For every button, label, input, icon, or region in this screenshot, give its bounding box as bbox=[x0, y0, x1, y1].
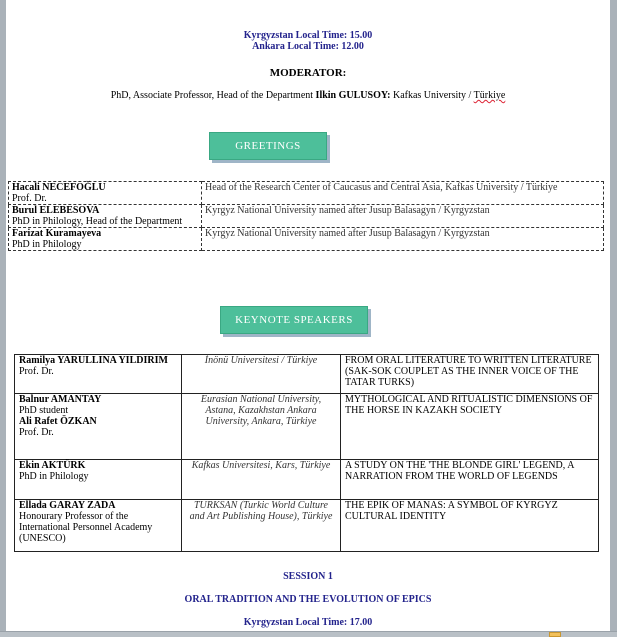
speaker-title: PhD in Philology, Head of the Department bbox=[12, 216, 183, 227]
speaker-name: Ramilya YARULLINA YILDIRIM bbox=[19, 355, 168, 366]
paper-title: FROM ORAL LITERATURE TO WRITTEN LITERATURE (SAK-SOK COUPLET AS THE INNER VOICE OF THE TATAR TURKS) bbox=[341, 355, 599, 394]
speaker-title: Prof. Dr. bbox=[19, 366, 54, 377]
document-page bbox=[6, 0, 610, 632]
speaker-name: Burul ELEBESOVA bbox=[12, 205, 100, 216]
speaker-title: PhD in Philology bbox=[12, 239, 82, 250]
speaker-institution: TURKSAN (Turkic World Culture and Art Publishing House), Türkiye bbox=[182, 500, 341, 552]
status-bar bbox=[0, 631, 617, 637]
table-row bbox=[9, 205, 604, 228]
speaker-name: Farizat Kuramayeva bbox=[12, 228, 102, 239]
speaker-institution: Eurasian National University, Astana, Kazakhstan Ankara University, Ankara, Türkiye bbox=[182, 394, 341, 460]
session-title: ORAL TRADITION AND THE EVOLUTION OF EPICS bbox=[184, 594, 432, 605]
table-row bbox=[9, 182, 604, 205]
table-row bbox=[15, 394, 599, 460]
paper-title: THE EPIK OF MANAS: A SYMBOL OF KYRGYZ CULTURAL IDENTITY bbox=[341, 500, 599, 552]
speaker-name: Ekin AKTÜRK bbox=[19, 460, 86, 471]
speaker-institution: Kyrgyz National University named after Jusup Balasagyn / Kyrgyzstan bbox=[202, 228, 604, 251]
speaker-title: Honourary Professor of the International Personnel Academy (UNESCO) bbox=[19, 511, 153, 544]
table-row bbox=[15, 460, 599, 500]
moderator-country: Türkiye bbox=[473, 90, 506, 101]
greetings-table bbox=[8, 181, 604, 251]
keynote-heading: KEYNOTE SPEAKERS bbox=[220, 306, 368, 334]
paper-title: A STUDY ON THE 'THE BLONDE GIRL' LEGEND, A NARRATION FROM THE WORLD OF LEGENDS bbox=[341, 460, 599, 500]
moderator-heading: MODERATOR: bbox=[269, 67, 347, 79]
table-row bbox=[15, 500, 599, 552]
speaker-title: PhD in Philology bbox=[19, 471, 89, 482]
greetings-heading: GREETINGS bbox=[209, 132, 327, 160]
session-number: SESSION 1 bbox=[283, 571, 333, 582]
speaker-name: Ali Rafet ÖZKAN bbox=[19, 416, 97, 427]
moderator-prefix: PhD, Associate Professor, Head of the Department bbox=[110, 90, 316, 101]
session-time: Kyrgyzstan Local Time: 17.00 bbox=[243, 617, 373, 628]
vertical-scrollbar[interactable] bbox=[610, 0, 617, 637]
status-indicator-icon bbox=[549, 632, 561, 637]
kyrgyzstan-time: Kyrgyzstan Local Time: 15.00 bbox=[243, 30, 373, 41]
ankara-time: Ankara Local Time: 12.00 bbox=[252, 41, 364, 52]
table-row bbox=[9, 228, 604, 251]
table-row bbox=[15, 355, 599, 394]
speaker-name: Hacali NECEFOĞLU bbox=[12, 182, 106, 193]
speaker-institution: Kyrgyz National University named after Jusup Balasagyn / Kyrgyzstan bbox=[202, 205, 604, 228]
speaker-name: Ellada GARAY ZADA bbox=[19, 500, 116, 511]
moderator-suffix: Kafkas University / bbox=[390, 90, 474, 101]
keynote-table bbox=[14, 354, 599, 552]
speaker-title: PhD student bbox=[19, 405, 69, 416]
speaker-institution: Head of the Research Center of Caucasus and Central Asia, Kafkas University / Türkiye bbox=[202, 182, 604, 205]
speaker-name: Balnur AMANTAY bbox=[19, 394, 102, 405]
speaker-institution: Kafkas Universitesi, Kars, Türkiye bbox=[182, 460, 341, 500]
moderator-name: Ilkin GULUSOY: bbox=[315, 90, 391, 101]
speaker-institution: İnönü Universitesi / Türkiye bbox=[182, 355, 341, 394]
paper-title: MYTHOLOGICAL AND RITUALISTIC DIMENSIONS OF THE HORSE IN KAZAKH SOCIETY bbox=[341, 394, 599, 460]
moderator-line bbox=[6, 90, 610, 101]
speaker-title: Prof. Dr. bbox=[19, 427, 54, 438]
speaker-title: Prof. Dr. bbox=[12, 193, 47, 204]
